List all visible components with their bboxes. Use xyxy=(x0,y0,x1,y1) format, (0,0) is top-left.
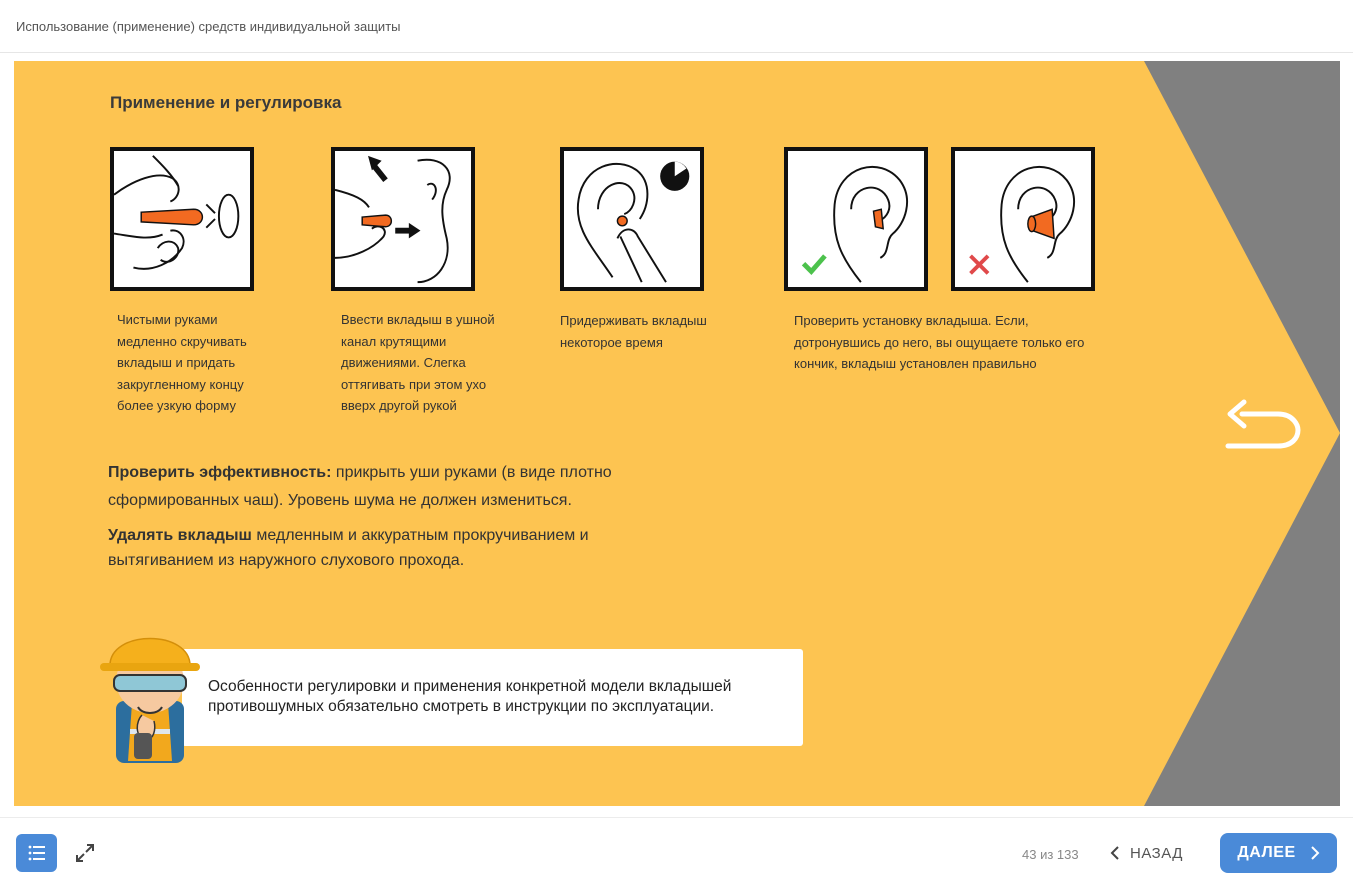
next-button[interactable] xyxy=(1220,833,1337,873)
slide xyxy=(14,61,1340,806)
step-2-image xyxy=(331,147,475,291)
hands-twisting-earplug-icon xyxy=(114,151,250,287)
worker-character-icon xyxy=(94,611,206,771)
effectiveness-text: прикрыть уши руками (в виде плотно сформированных чаш). Уровень шума не должен измениться. xyxy=(108,464,612,509)
step-3-image xyxy=(560,147,704,291)
list-icon xyxy=(28,845,46,861)
effectiveness-paragraph xyxy=(108,459,668,515)
step-1-caption: Чистыми руками медленно скручивать вкладыш и придать закругленному концу более узкую форму xyxy=(117,312,247,413)
back-label: НАЗАД xyxy=(1130,844,1183,862)
cross-icon xyxy=(971,256,988,273)
check-icon xyxy=(804,256,825,272)
slide-counter: 43 из 133 xyxy=(1022,847,1079,862)
top-bar xyxy=(0,0,1353,53)
removal-text: медленным и аккуратным прокручиванием и вытягиванием из наружного слухового прохода. xyxy=(108,527,589,569)
return-arrow-icon[interactable] xyxy=(1222,398,1302,456)
step-2-caption: Ввести вкладыш в ушной канал крутящими движениями. Слегка оттягивать при этом ухо вверх другой рукой xyxy=(341,312,495,413)
ear-wrong-earplug-icon xyxy=(955,151,1091,287)
step-1-image xyxy=(110,147,254,291)
effectiveness-bold: Проверить эффективность: xyxy=(108,464,332,481)
course-title: Использование (применение) средств индивидуальной защиты xyxy=(16,19,401,34)
ear-correct-earplug-icon xyxy=(788,151,924,287)
note-bubble: Особенности регулировки и применения конкретной модели вкладышей противошумных обязательно смотреть в инструкции по эксплуатации. xyxy=(182,649,803,746)
step-4-caption: Проверить установку вкладыша. Если, дотронувшись до него, вы ощущаете только его кончик, вкладыш установлен правильно xyxy=(794,313,1085,371)
finger-holding-earplug-icon xyxy=(564,151,700,287)
removal-bold: Удалять вкладыш xyxy=(108,527,252,544)
bottom-bar xyxy=(0,817,1353,887)
slide-heading: Применение и регулировка xyxy=(110,93,342,112)
back-button[interactable] xyxy=(1110,838,1183,868)
step-4-wrong-image xyxy=(951,147,1095,291)
removal-paragraph xyxy=(108,523,628,573)
step-4-correct-image xyxy=(784,147,928,291)
chevron-right-icon xyxy=(1310,845,1320,861)
step-3-caption: Придерживать вкладыш некоторое время xyxy=(560,313,707,350)
chevron-left-icon xyxy=(1110,845,1120,861)
fullscreen-expand-icon[interactable] xyxy=(74,842,96,864)
contents-menu-button[interactable] xyxy=(16,834,57,872)
next-label: ДАЛЕЕ xyxy=(1237,844,1296,861)
hand-inserting-earplug-icon xyxy=(335,151,471,287)
